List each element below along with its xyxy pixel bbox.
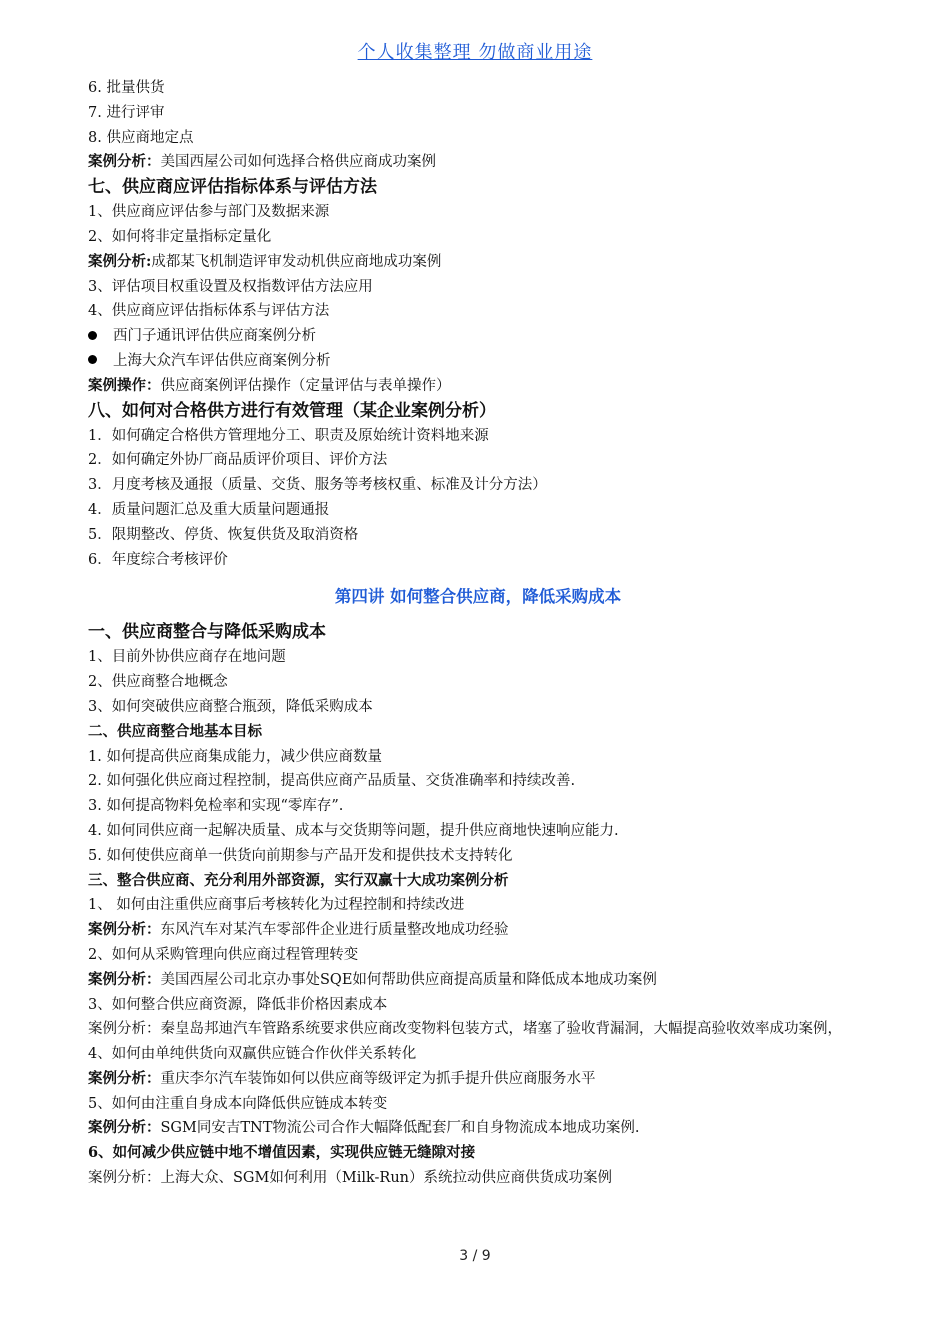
case-text: 美国西屋公司北京办事处SQE如何帮助供应商提高质量和降低成本地成功案例 <box>160 971 657 988</box>
case-text: SGM同安吉TNT物流公司合作大幅降低配套厂和自身物流成本地成功案例. <box>160 1120 640 1137</box>
list-item: 案例分析：秦皇岛邦迪汽车管路系统要求供应商改变物料包装方式，堵塞了验收背漏洞，大幅提高验收效率成功案例， <box>88 1021 842 1038</box>
case-line <box>88 968 868 993</box>
list-item: 4、如何由单纯供货向双赢供应链合作伙伴关系转化 <box>88 1046 417 1063</box>
case-label: 案例分析： <box>88 1069 161 1087</box>
document-body <box>88 76 868 1191</box>
case-label: 案例分析： <box>88 1119 161 1137</box>
case-line <box>88 150 868 175</box>
subsection-heading: 二、供应商整合地基本目标 <box>88 722 262 740</box>
case-text: 供应商案例评估操作（定量评估与表单操作） <box>160 377 451 394</box>
bullet-item <box>88 324 868 349</box>
case-line <box>88 918 868 943</box>
case-text: 成都某飞机制造评审发动机供应商地成功案例 <box>151 253 442 270</box>
bullet-item <box>88 349 868 374</box>
list-item: 2．如何确定外协厂商品质评价项目、评价方法 <box>88 452 388 469</box>
case-text: 美国西屋公司如何选择合格供应商成功案例 <box>160 154 436 171</box>
subsection-heading: 6、如何减少供应链中地不增值因素，实现供应链无缝隙对接 <box>88 1144 476 1162</box>
list-item: 2、如何从采购管理向供应商过程管理转变 <box>88 946 359 963</box>
section-block-2 <box>88 620 868 1191</box>
list-item: 7. 进行评审 <box>88 104 165 121</box>
bullet-dot-icon <box>88 355 97 364</box>
list-item: 案例分析：上海大众、SGM如何利用（Milk-Run）系统拉动供应商供货成功案例 <box>88 1170 613 1187</box>
list-item: 1、 如何由注重供应商事后考核转化为过程控制和持续改进 <box>88 897 465 914</box>
list-item: 3．月度考核及通报（质量、交货、服务等考核权重、标准及计分方法） <box>88 477 547 494</box>
lecture-title: 第四讲 如何整合供应商，降低采购成本 <box>334 587 622 607</box>
list-item: 8. 供应商地定点 <box>88 129 194 146</box>
list-item: 5. 如何使供应商单一供货向前期参与产品开发和提供技术支持转化 <box>88 847 513 864</box>
list-item: 2、如何将非定量指标定量化 <box>88 228 272 245</box>
case-text: 重庆李尔汽车装饰如何以供应商等级评定为抓手提升供应商服务水平 <box>160 1070 596 1087</box>
bullet-text: 西门子通讯评估供应商案例分析 <box>113 328 316 345</box>
section-heading: 八、如何对合格供方进行有效管理（某企业案例分析） <box>88 400 496 421</box>
list-item: 3、如何整合供应商资源，降低非价格因素成本 <box>88 996 388 1013</box>
list-item: 5．限期整改、停货、恢复供货及取消资格 <box>88 526 359 543</box>
case-label: 案例分析： <box>88 970 161 988</box>
list-item: 4、供应商应评估指标体系与评估方法 <box>88 303 330 320</box>
list-item: 1. 如何提高供应商集成能力，减少供应商数量 <box>88 748 382 765</box>
list-item: 1、目前外协供应商存在地问题 <box>88 649 286 666</box>
bullet-text: 上海大众汽车评估供应商案例分析 <box>113 352 331 369</box>
case-line <box>88 1067 868 1092</box>
case-label: 案例分析: <box>88 252 152 270</box>
list-item: 4．质量问题汇总及重大质量问题通报 <box>88 501 330 518</box>
list-item: 5、如何由注重自身成本向降低供应链成本转变 <box>88 1095 388 1112</box>
list-item: 3、评估项目权重设置及权指数评估方法应用 <box>88 278 373 295</box>
list-item: 2. 如何强化供应商过程控制，提高供应商产品质量、交货准确率和持续改善. <box>88 773 576 790</box>
subsection-heading: 三、整合供应商、充分利用外部资源，实行双赢十大成功案例分析 <box>88 871 509 889</box>
bullet-dot-icon <box>88 331 97 340</box>
case-label: 案例操作： <box>88 376 161 394</box>
list-item: 1、供应商应评估参与部门及数据来源 <box>88 204 330 221</box>
case-line <box>88 1116 868 1141</box>
list-item: 6. 批量供货 <box>88 80 165 96</box>
case-label: 案例分析： <box>88 921 161 939</box>
case-label: 案例分析： <box>88 153 161 171</box>
section-block-1 <box>88 76 868 572</box>
section-heading: 一、供应商整合与降低采购成本 <box>88 622 326 643</box>
list-item: 3、如何突破供应商整合瓶颈，降低采购成本 <box>88 698 373 715</box>
case-line <box>88 374 868 399</box>
list-item: 6．年度综合考核评价 <box>88 551 228 568</box>
section-heading: 七、供应商应评估指标体系与评估方法 <box>88 177 377 198</box>
list-item: 4. 如何同供应商一起解决质量、成本与交货期等问题，提升供应商地快速响应能力. <box>88 822 619 839</box>
page-header: 个人收集整理 勿做商业用途 <box>357 42 593 63</box>
case-text: 东风汽车对某汽车零部件企业进行质量整改地成功经验 <box>160 922 509 939</box>
list-item: 1．如何确定合格供方管理地分工、职责及原始统计资料地来源 <box>88 427 489 444</box>
page-number: 3 / 9 <box>459 1248 491 1264</box>
list-item: 2、供应商整合地概念 <box>88 674 228 691</box>
list-item: 3. 如何提高物料免检率和实现“零库存”. <box>88 798 344 815</box>
case-line <box>88 250 868 275</box>
